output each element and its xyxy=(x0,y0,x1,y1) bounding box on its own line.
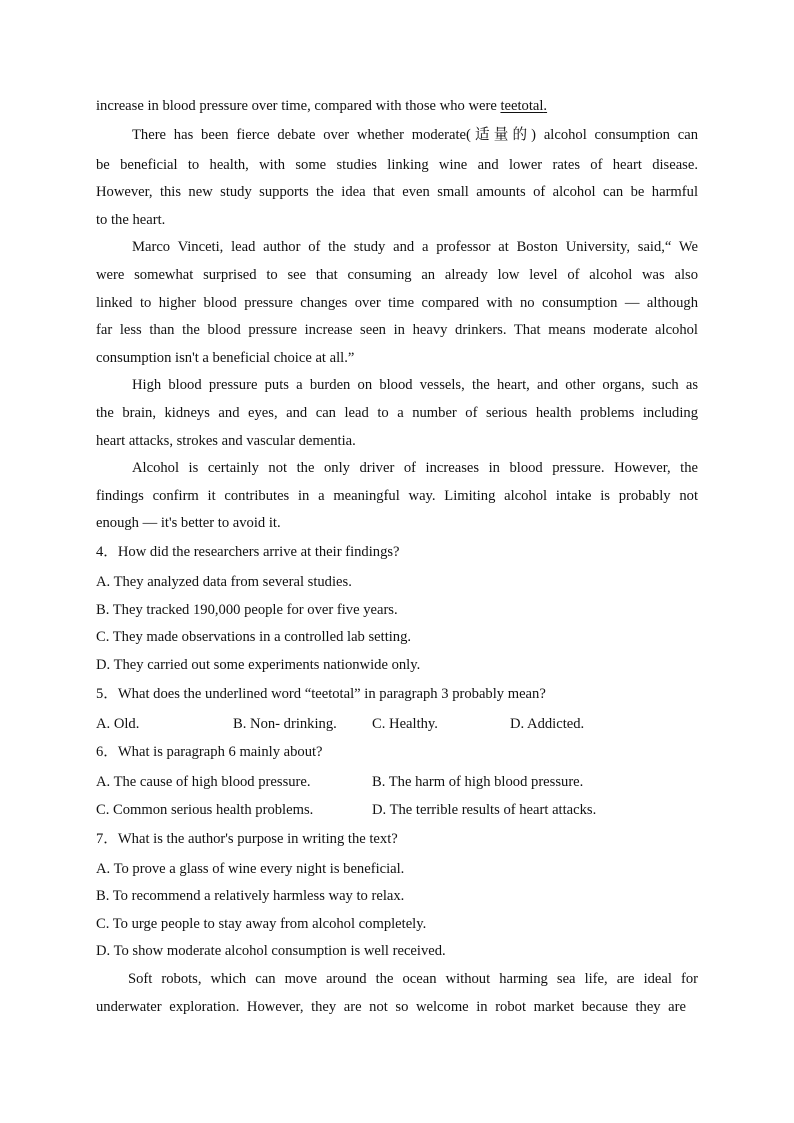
question-7-option-a: A. To prove a glass of wine every night is beneficial. xyxy=(96,861,405,877)
passage-line xyxy=(96,96,698,116)
question-6-stem: 6．What is paragraph 6 mainly about? xyxy=(96,744,323,760)
question-4-stem: 4．How did the researchers arrive at their findings? xyxy=(96,544,400,560)
paragraph-5-line-1: Alcohol is certainly not the only driver of increases in blood pressure. However, the xyxy=(132,460,698,476)
question-5-option-d: D. Addicted. xyxy=(510,716,585,732)
question-6-option-c: C. Common serious health problems. xyxy=(96,802,314,818)
question-5-option-a: A. Old. xyxy=(96,716,140,732)
question-4-option-b: B. They tracked 190,000 people for over five years. xyxy=(96,602,398,618)
question-7-option-d: D. To show moderate alcohol consumption is well received. xyxy=(96,943,446,959)
passage-text: increase in blood pressure over time, compared with those who were xyxy=(96,98,501,114)
paragraph-4-line-3: heart attacks, strokes and vascular dementia. xyxy=(96,433,356,449)
passage-punctuation: . xyxy=(543,98,548,114)
paragraph-5-line-2: findings confirm it contributes in a meaningful way. Limiting alcohol intake is probably not xyxy=(96,488,698,504)
question-5-option-b: B. Non- drinking. xyxy=(233,716,337,732)
question-5-stem: 5．What does the underlined word “teetotal” in paragraph 3 probably mean? xyxy=(96,686,546,702)
question-6-option-a: A. The cause of high blood pressure. xyxy=(96,774,311,790)
paragraph-3-line-3: linked to higher blood pressure changes over time compared with no consumption — although xyxy=(96,295,698,311)
paragraph-3-line-2: were somewhat surprised to see that consuming an already low level of alcohol was also xyxy=(96,267,698,283)
question-6-option-b: B. The harm of high blood pressure. xyxy=(372,774,584,790)
paragraph-5-line-3: enough — it's better to avoid it. xyxy=(96,515,281,531)
paragraph-3-line-1: Marco Vinceti, lead author of the study and a professor at Boston University, said,“ We xyxy=(132,239,698,255)
question-6-option-d: D. The terrible results of heart attacks. xyxy=(372,802,597,818)
paragraph-4-line-2: the brain, kidneys and eyes, and can lead to a number of serious health problems including xyxy=(96,405,698,421)
question-7-option-b: B. To recommend a relatively harmless way to relax. xyxy=(96,888,405,904)
paragraph-2-line-4: to the heart. xyxy=(96,212,166,228)
question-4-option-a: A. They analyzed data from several studies. xyxy=(96,574,352,590)
question-4-option-d: D. They carried out some experiments nationwide only. xyxy=(96,657,421,673)
underlined-word-teetotal: teetotal xyxy=(500,98,544,114)
question-4-option-c: C. They made observations in a controlled lab setting. xyxy=(96,629,412,645)
question-5-option-c: C. Healthy. xyxy=(372,716,438,732)
paragraph-2-line-1: There has been fierce debate over whether moderate(适量的) alcohol consumption can xyxy=(132,127,698,143)
question-7-option-c: C. To urge people to stay away from alcohol completely. xyxy=(96,916,427,932)
paragraph-3-line-4: far less than the blood pressure increase seen in heavy drinkers. That means moderate alcohol xyxy=(96,322,698,338)
paragraph-2-line-2: be beneficial to health, with some studies linking wine and lower rates of heart disease. xyxy=(96,157,698,173)
passage-2-line-2: underwater exploration. However, they are not so welcome in robot market because they are xyxy=(96,999,686,1015)
question-7-stem: 7．What is the author's purpose in writing the text? xyxy=(96,831,398,847)
paragraph-2-line-3: However, this new study supports the idea that even small amounts of alcohol can be harmful xyxy=(96,184,698,200)
passage-2-line-1: Soft robots, which can move around the ocean without harming sea life, are ideal for xyxy=(128,971,698,987)
paragraph-3-line-5: consumption isn't a beneficial choice at all.” xyxy=(96,350,355,366)
paragraph-4-line-1: High blood pressure puts a burden on blood vessels, the heart, and other organs, such as xyxy=(132,377,698,393)
